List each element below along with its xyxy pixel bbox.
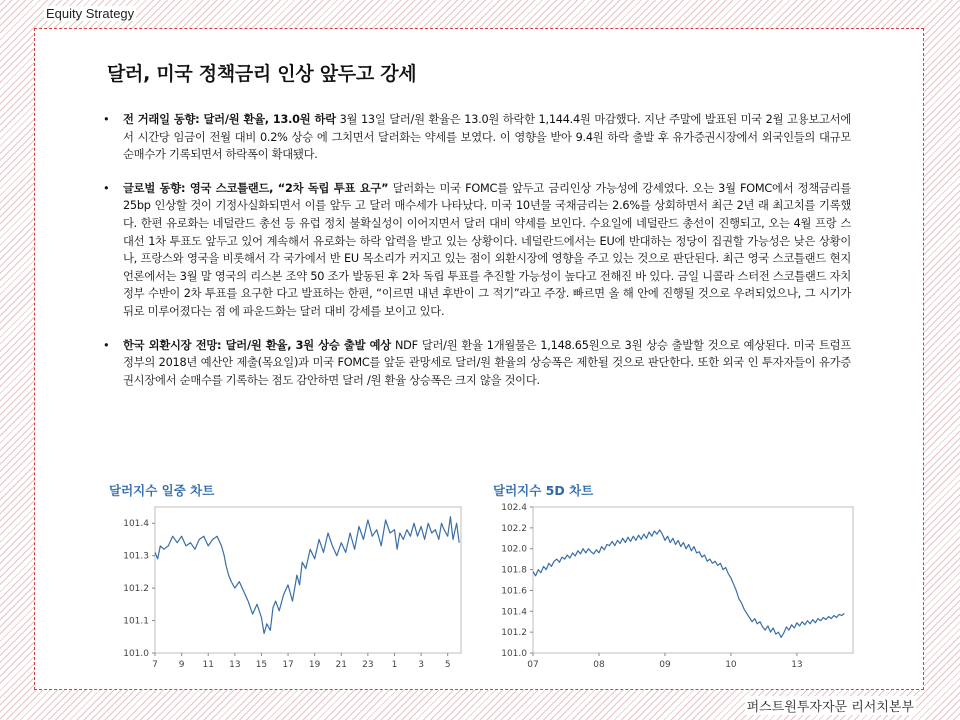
x-tick-label: 13 (229, 660, 241, 670)
x-tick-label: 5 (444, 660, 451, 670)
y-tick-label: 102.2 (501, 523, 527, 534)
bullet-marker: • (103, 113, 110, 126)
x-tick-label: 11 (202, 660, 214, 670)
plot-area (533, 507, 853, 653)
x-tick-label: 15 (255, 660, 268, 670)
y-tick-label: 102.0 (501, 544, 527, 555)
chart-title: 달러지수 일중 차트 (109, 483, 215, 498)
bullet-item (103, 337, 851, 390)
report-frame (34, 28, 924, 690)
x-tick-label: 10 (725, 660, 737, 670)
x-tick-label: 3 (418, 660, 424, 670)
five-day-chart-svg (493, 501, 863, 681)
five-day-chart (493, 481, 863, 681)
y-tick-label: 101.0 (123, 649, 149, 659)
bullet-marker: • (103, 338, 110, 352)
page-title: 달러, 미국 정책금리 인상 앞두고 강세 (107, 63, 417, 85)
x-tick-label: 09 (659, 660, 671, 670)
y-tick-label: 102.4 (501, 503, 527, 513)
x-tick-label: 13 (791, 660, 803, 670)
bullet-body: 3월 13일 달러/원 환율은 13.0원 하락한 1,144.4원 마감했다. 지난 주말에 발표된 미국 2월 고용보고서에서 시간당 임금이 전월 대비 0.2% 상승 에 그치면서 달러화는 약세를 보였다. 이 영향을 받아 9.4원 하락 출발 후 유가증권시장에서 외국인들의 대규모 순매수가 기록되면서 하락폭이 확대됐다. (123, 113, 851, 162)
x-tick-label: 08 (593, 660, 605, 670)
x-tick-label: 19 (308, 660, 321, 670)
x-tick-label: 7 (152, 660, 158, 670)
bullet-heading: 글로벌 동향: 영국 스코틀랜드, “2차 독립 투표 요구” (123, 181, 389, 195)
x-tick-label: 23 (362, 660, 374, 670)
y-tick-label: 101.2 (501, 628, 527, 639)
bullet-item (103, 111, 851, 164)
bullet-heading: 전 거래일 동향: 달러/원 환율, 13.0원 하락 (123, 113, 336, 126)
bullet-body: 달러화는 미국 FOMC를 앞두고 금리인상 가능성에 강세였다. 오는 3월 FOMC에서 정책금리를 25bp 인상할 것이 기정사실화되면서 이를 앞두 고 달러 매수세가 나타났다. 미국 10년물 국채금리는 2.6%를 상회하면서 최근 2년 래 최고치를 기록했다. 한편 유로화는 네덜란드 총선 등 유럽 정치 불확실성이 이어지면서 달러 대비 약세를 보인다. 수요일에 네덜란드 총선이 진행되고, 오는 4월 프랑 스 대선 1차 투표도 앞두고 있어 계속해서 유로화는 하락 압력을 받고 있는 상황이다. 네덜란드에서는 EU에 반대하는 정당이 집권할 가능성은 낮은 상황이나, 프랑스와 영국을 비롯해서 각 국가에서 반 EU 목소리가 커지고 있는 점이 외환시장에 영향을 주고 있는 것으로 판단된다. 최근 영국 스코틀랜드 현지 언론에서는 3월 말 영국의 리스본 조약 50 조가 발동된 후 2차 독립 투표를 추진할 가능성이 높다고 전해진 바 있다. 금일 니콜라 스터전 스코틀랜드 자치정부 수반이 2차 투표를 요구한 다고 발표하는 한편, “이르면 내년 후반이 그 적기”라고 주장. 빠르면 올 해 안에 진행될 것으로 우려되었으나, 그 시기가 뒤로 미루어졌다는 점 에 파운드화는 달러 대비 강세를 보이고 있다. (123, 181, 851, 318)
y-tick-label: 101.2 (123, 584, 149, 595)
bullet-marker: • (103, 181, 110, 195)
x-tick-label: 1 (391, 660, 398, 670)
x-tick-label: 21 (335, 660, 347, 670)
bullet-heading: 한국 외환시장 전망: 달러/원 환율, 3원 상승 출발 예상 (123, 338, 391, 352)
y-tick-label: 101.1 (123, 616, 149, 627)
footer-label: 퍼스트원투자자문 리서치본부 (745, 696, 916, 715)
bullet-body: NDF 달러/원 환율 1개월물은 1,148.65원으로 3원 상승 출발할 것으로 예상된다. 미국 트럼프 정부의 2018년 예산안 제출(목요일)과 미국 FOMC를 앞둔 관망세로 달러/원 환율의 상승폭은 제한될 것으로 판단한다. 또한 외국 인 투자자들이 유가증권시장에서 순매수를 기록하는 점도 감안하면 달러 /원 환율 상승폭은 크지 않을 것이다. (123, 338, 851, 387)
y-tick-label: 101.6 (501, 586, 527, 597)
x-tick-label: 07 (527, 660, 539, 670)
bullet-item (103, 180, 851, 321)
y-tick-label: 101.0 (501, 649, 527, 659)
x-tick-label: 9 (178, 660, 185, 670)
intraday-chart-svg (109, 501, 469, 681)
y-tick-label: 101.8 (501, 565, 527, 576)
bullet-list (103, 111, 851, 405)
y-tick-label: 101.4 (501, 607, 527, 618)
y-tick-label: 101.4 (123, 519, 149, 530)
chart-title: 달러지수 5D 차트 (493, 483, 594, 498)
intraday-chart (109, 481, 469, 681)
x-tick-label: 17 (282, 660, 294, 670)
y-tick-label: 101.3 (123, 551, 149, 562)
header-label: Equity Strategy (46, 6, 135, 21)
